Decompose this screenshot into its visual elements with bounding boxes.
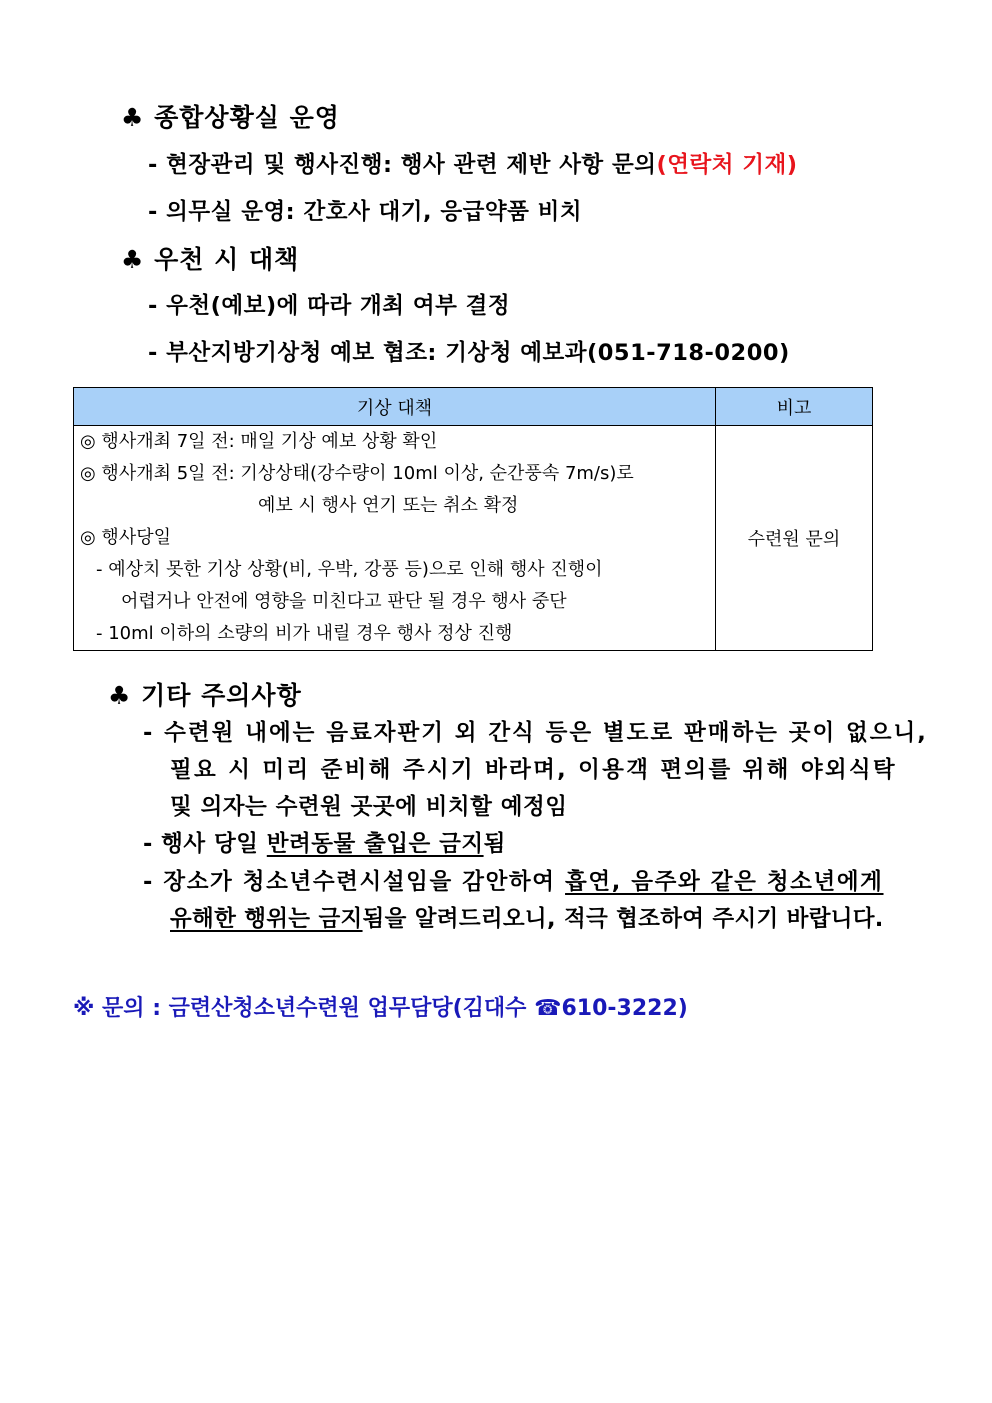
remarks-cell: 수련원 문의 (716, 426, 873, 651)
measure-line-3: 예보 시 행사 연기 또는 취소 확정 (258, 495, 519, 516)
contact-info: ※ 문의 : 금련산청소년수련원 업무담당(김대수 ☎610-3222) (73, 996, 688, 1021)
operations-item-2: - 의무실 운영: 간호사 대기, 응급약품 비치 (148, 199, 583, 225)
rain-item-1: - 우천(예보)에 따라 개최 여부 결정 (148, 293, 511, 319)
operations-item-1 (148, 147, 798, 179)
section-title-precautions: ♣ 기타 주의사항 (108, 681, 302, 710)
measure-line-6: 어렵거나 안전에 영향을 미친다고 판단 될 경우 행사 중단 (121, 591, 567, 612)
table-header-row (74, 388, 873, 426)
weather-measures-cell (74, 426, 716, 651)
contact-note-red: (연락처 기재) (656, 152, 798, 178)
header-weather-measures: 기상 대책 (74, 388, 716, 426)
harmful-acts-underlined: 유해한 행위는 금지 (170, 906, 363, 932)
precaution-2-pre: - 행사 당일 (143, 831, 267, 857)
precaution-1-line-3: 및 의자는 수련원 곳곳에 비치할 예정임 (170, 794, 568, 820)
section-title-operations: ♣ 종합상황실 운영 (121, 103, 340, 132)
measure-line-2: ◎ 행사개최 5일 전: 기상상태(강수량이 10ml 이상, 순간풍속 7m/s)로 (80, 463, 634, 484)
measure-line-1: ◎ 행사개최 7일 전: 매일 기상 예보 상황 확인 (80, 431, 438, 452)
operations-item-1-text: - 현장관리 및 행사진행: 행사 관련 제반 사항 문의 (148, 152, 657, 178)
measure-line-4: ◎ 행사당일 (80, 527, 171, 548)
precaution-3-post: 됨을 알려드리오니, 적극 협조하여 주시기 바랍니다. (362, 906, 884, 932)
measure-line-5: - 예상치 못한 기상 상황(비, 우박, 강풍 등)으로 인해 행사 진행이 (96, 559, 603, 580)
precaution-3-pre: - 장소가 청소년수련시설임을 감안하여 (143, 869, 566, 895)
rain-item-2: - 부산지방기상청 예보 협조: 기상청 예보과(051-718-0200) (148, 340, 790, 366)
precaution-3-line-1 (143, 864, 884, 896)
section-title-rain: ♣ 우천 시 대책 (121, 245, 300, 274)
precaution-2-post: 됨 (483, 831, 506, 857)
precaution-3-line-2 (170, 901, 884, 933)
weather-table (73, 387, 873, 651)
header-remarks: 비고 (716, 388, 873, 426)
table-row (74, 426, 873, 651)
pet-ban-underlined: 반려동물 출입은 금지 (266, 831, 484, 857)
precaution-1-line-2: 필요 시 미리 준비해 주시기 바라며, 이용객 편의를 위해 야외식탁 (170, 757, 897, 783)
precaution-1-line-1: - 수련원 내에는 음료자판기 외 간식 등은 별도로 판매하는 곳이 없으니, (143, 720, 928, 746)
measure-line-7: - 10ml 이하의 소량의 비가 내릴 경우 행사 정상 진행 (96, 623, 513, 644)
smoking-drinking-underlined: 흡연, 음주와 같은 청소년에게 (565, 869, 884, 895)
precaution-2 (143, 826, 506, 858)
